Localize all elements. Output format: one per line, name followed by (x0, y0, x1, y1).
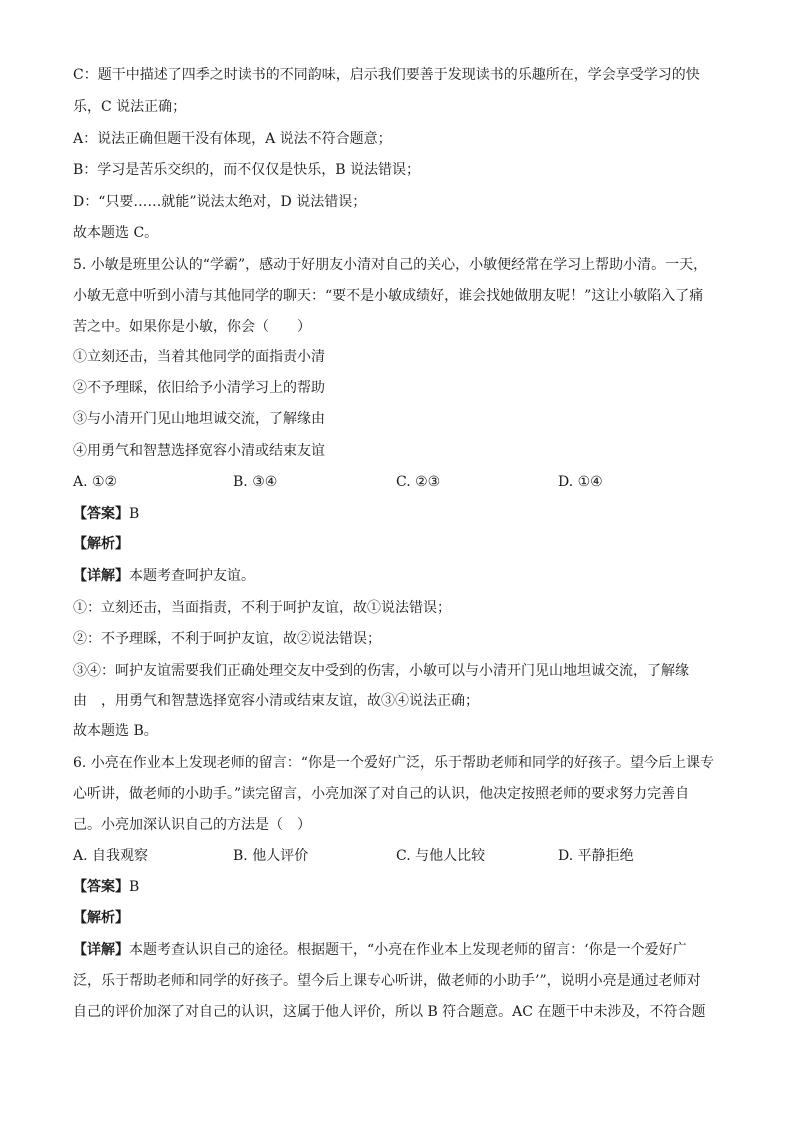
q6-option-b: B. 他人评价 (233, 848, 309, 864)
q4-explanation-c-line2: 乐，C 说法正确； (73, 99, 187, 115)
q5-statement-4: ④用勇气和智慧选择宽容小清或结束友谊 (73, 443, 325, 459)
q5-answer (73, 504, 139, 524)
q5-statement-3: ③与小清开门见山地坦诚交流，了解缘由 (73, 411, 325, 427)
q5-option-a: A. ①② (73, 474, 118, 490)
q5-detail-text: 本题考查呵护友谊。 (129, 568, 255, 584)
q6-detail-tag: 【详解】 (73, 942, 129, 958)
q6-detail-line2: 泛，乐于帮助老师和同学的好孩子。望今后上课专心听讲，做老师的小助手’”，说明小亮是通过老师对 (73, 973, 701, 989)
q5-statement-1: ①立刻还击，当着其他同学的面指责小清 (73, 349, 325, 365)
q4-explanation-a-line: A：说法正确但题干没有体现，A 说法不符合题意； (73, 131, 392, 147)
q6-detail-line1: 本题考查认识自己的途径。根据题干，“小亮在作业本上发现老师的留言：‘你是一个爱好广 (129, 942, 687, 958)
q6-option-d: D. 平静拒绝 (558, 848, 634, 864)
q5-option-d: D. ①④ (558, 474, 603, 490)
q5-stem-line2: 小敏无意中听到小清与其他同学的聊天：“要不是小敏成绩好，谁会找她做朋友呢！”这让小敏陷入了痛 (73, 288, 704, 304)
q5-stem-line3: 苦之中。如果你是小敏，你会（ ） (73, 319, 311, 335)
q6-detail-line1-row (73, 940, 687, 960)
q6-stem-line1: 6. 小亮在作业本上发现老师的留言：“你是一个爱好广泛，乐于帮助老师和同学的好孩子。望今后上课专 (73, 755, 714, 771)
q5-detail (73, 566, 255, 586)
q5-statement-2: ②不予理睬，依旧给予小清学习上的帮助 (73, 380, 325, 396)
q5-analysis-tag (73, 534, 129, 554)
q4-explanation-d-line: D：“只要……就能”说法太绝对，D 说法错误； (73, 194, 367, 210)
q5-detail-line2: ②：不予理睬，不利于呵护友谊，故②说法错误； (73, 631, 381, 647)
q6-option-a: A. 自我观察 (73, 848, 149, 864)
q6-stem-line3: 己。小亮加深认识自己的方法是（ ） (73, 817, 311, 833)
q5-answer-value: B (129, 506, 140, 522)
q6-answer (73, 877, 139, 897)
q5-stem-line1: 5. 小敏是班里公认的“学霸”，感动于好朋友小清对自己的关心，小敏便经常在学习上帮助小清。一天， (73, 257, 708, 273)
q5-detail-line3: ③④：呵护友谊需要我们正确处理交友中受到的伤害，小敏可以与小清开门见山地坦诚交流，了解缘 (73, 663, 689, 679)
q6-analysis-tag (73, 908, 129, 928)
q6-answer-value: B (129, 879, 140, 895)
q6-option-c: C. 与他人比较 (396, 848, 486, 864)
q6-analysis-label: 【解析】 (73, 910, 129, 926)
q4-conclusion: 故本题选 C。 (73, 225, 159, 241)
q6-answer-tag: 【答案】 (73, 879, 129, 895)
q5-analysis-label: 【解析】 (73, 536, 129, 552)
q5-answer-tag: 【答案】 (73, 506, 129, 522)
q5-option-c: C. ②③ (396, 474, 441, 490)
q5-detail-line1: ①：立刻还击，当面指责，不利于呵护友谊，故①说法错误； (73, 600, 451, 616)
q6-detail-line3: 自己的评价加深了对自己的认识，这属于他人评价，所以 B 符合题意。AC 在题干中未涉及，不符合题 (73, 1004, 706, 1020)
q5-conclusion: 故本题选 B。 (73, 723, 158, 739)
q5-option-b: B. ③④ (233, 474, 278, 490)
q4-explanation-c-line1: C：题干中描述了四季之时读书的不同韵味，启示我们要善于发现读书的乐趣所在，学会享受学习的快 (73, 67, 700, 83)
q6-stem-line2: 心听讲，做老师的小助手。”读完留言，小亮加深了对自己的认识，他决定按照老师的要求努力完善自 (73, 786, 690, 802)
q5-detail-line4: 由 ，用勇气和智慧选择宽容小清或结束友谊，故③④说法正确； (73, 693, 479, 709)
q5-detail-tag: 【详解】 (73, 568, 129, 584)
q4-explanation-b-line: B：学习是苦乐交织的，而不仅仅是快乐，B 说法错误； (73, 162, 421, 178)
